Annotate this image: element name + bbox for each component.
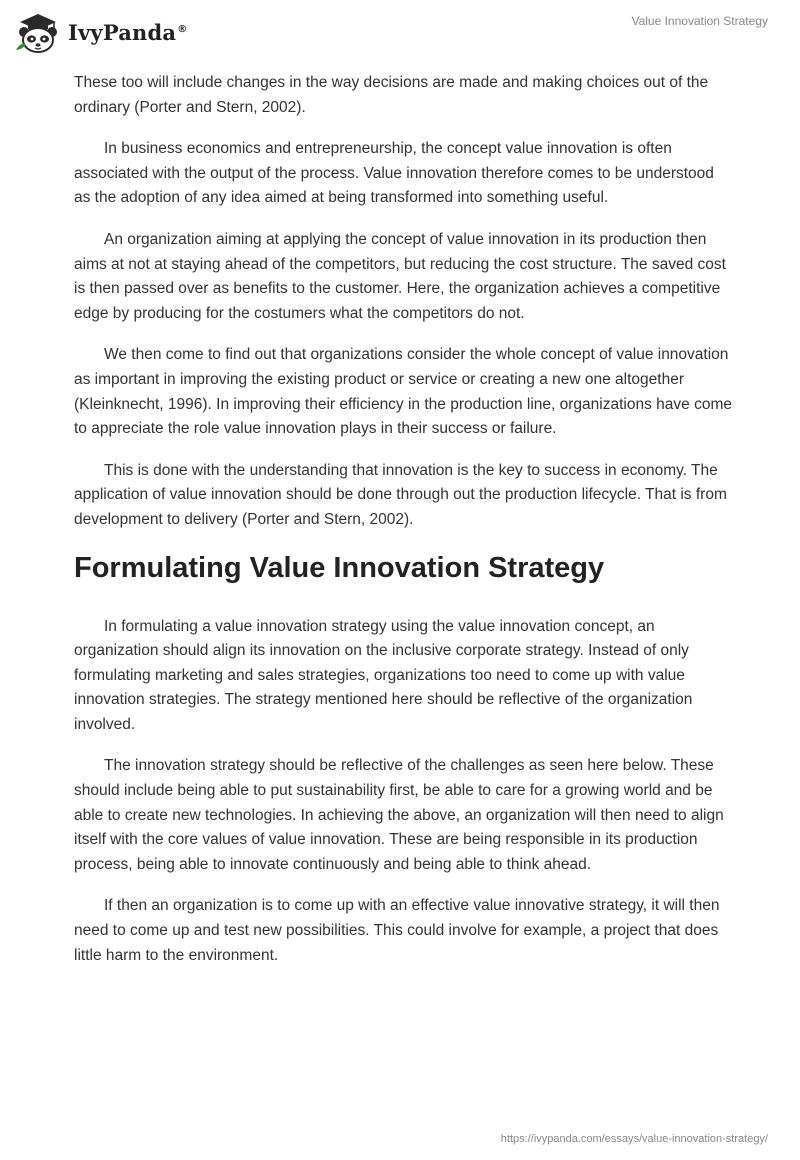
registered-mark: ® bbox=[177, 23, 188, 35]
paragraph: The innovation strategy should be reflective of the challenges as seen here below. These should include being able to put sustainability first, be able to care for a growing world and be able to create new technologies. In achieving the above, an organization will then need to align itself with the core values of value innovation. These are being responsible in its production process, being able to innovate continuously and being able to think ahead. bbox=[74, 757, 724, 873]
paragraph: If then an organization is to come up with an effective value innovative strategy, it will then need to come up and test new possibilities. This could involve for example, a project that does little harm to the environment. bbox=[74, 897, 720, 964]
brand-name: IvyPanda® bbox=[68, 19, 188, 45]
section-heading: Formulating Value Innovation Strategy bbox=[74, 551, 605, 584]
paragraph: In business economics and entrepreneurship, the concept value innovation is often associated with the output of the process. Value innovation therefore comes to be understood as the adoption of any idea aimed at being transformed into something useful. bbox=[74, 140, 714, 207]
source-url[interactable]: https://ivypanda.com/essays/value-innovation-strategy/ bbox=[500, 1133, 768, 1145]
page-header bbox=[0, 0, 800, 62]
ivypanda-logo[interactable] bbox=[14, 10, 187, 54]
paragraph-continued: These too will include changes in the way decisions are made and making choices out of the ordinary (Porter and Stern, 2002). bbox=[74, 74, 709, 116]
paragraph: An organization aiming at applying the concept of value innovation in its production then aims at not at staying ahead of the competitors, but reducing the cost structure. The saved cost is then passed over as benefits to the customer. Here, the organization achieves a competitive edge by producing for the costumers what the competitors do not. bbox=[74, 230, 726, 322]
panda-logo-icon bbox=[14, 10, 64, 54]
paragraph: This is done with the understanding that innovation is the key to success in economy. The application of value innovation should be done through out the production lifecycle. That is from development to delivery (Porter and Stern, 2002). bbox=[74, 461, 727, 528]
document-title: Value Innovation Strategy bbox=[631, 14, 768, 28]
article-body bbox=[74, 71, 734, 985]
paragraph: In formulating a value innovation strategy using the value innovation concept, an organization should align its innovation on the inclusive corporate strategy. Instead of only formulating marketing and sales strategies, organizations too need to come up with value innovation strategies. The strategy mentioned here should be reflective of the organization involved. bbox=[74, 617, 693, 733]
paragraph: We then come to find out that organizations consider the whole concept of value innovation as important in improving the existing product or service or creating a new one altogether (Kleinknecht, 1996). In improving their efficiency in the production line, organizations have come to appreciate the role value innovation plays in their success or failure. bbox=[74, 346, 732, 438]
